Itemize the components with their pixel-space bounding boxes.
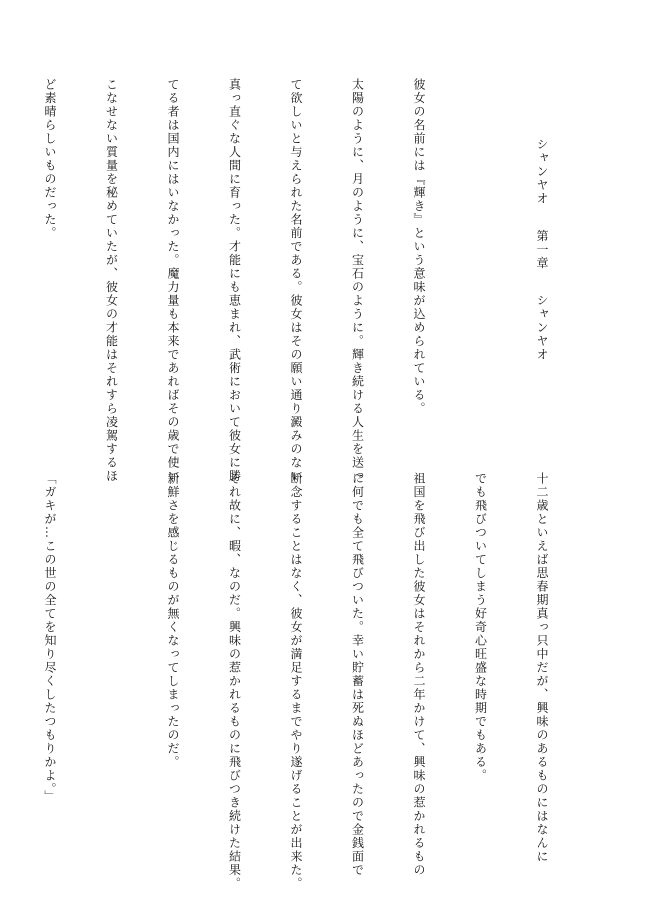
upper-text-block bbox=[43, 78, 593, 483]
chapter-title-left: シャンヤオ bbox=[535, 138, 549, 206]
text-line: こなせない質量を秘めていたが、彼女の才能はそれすら凌駕するほ bbox=[104, 78, 119, 483]
chapter-heading bbox=[532, 78, 553, 448]
text-line: 新鮮さを感じるものが無くなってしまったのだ。 bbox=[166, 472, 180, 769]
text-line bbox=[101, 472, 122, 847]
text-line: 真っ直ぐな人間に育った。才能にも恵まれ、武術において彼女に勝 bbox=[227, 78, 242, 483]
chapter-number: 第一章 bbox=[535, 229, 549, 270]
text-line: 十二歳といえば思春期真っ只中だが、興味のあるものにはなんに bbox=[535, 472, 549, 864]
text-line: 太陽のように、月のように、宝石のように。輝き続ける人生を送っ bbox=[350, 78, 365, 483]
text-line: に何でも全て飛びついた。幸い貯蓄は死ぬほどあったので金銭面で bbox=[350, 472, 365, 877]
text-line: 断念することはなく、彼女が満足するまでやり遂げることが出来た。 bbox=[289, 472, 303, 891]
chapter-title-right: シャンヤオ bbox=[535, 294, 549, 362]
text-line bbox=[470, 78, 491, 448]
text-line: て欲しいと与えられた名前である。彼女はその願い通り澱みのない bbox=[289, 78, 303, 483]
text-line: 彼女の名前には『輝き』という意味が込められている。 bbox=[412, 78, 426, 416]
text-line: でも飛びついてしまう好奇心旺盛な時期でもある。 bbox=[473, 472, 488, 783]
text-line: それ故に、暇、なのだ。興味の惹かれるものに飛びつき続けた結果。 bbox=[227, 472, 242, 891]
text-line: てる者は国内にはいなかった。魔力量も本来であればその歳で使い bbox=[166, 78, 180, 483]
lower-text-block bbox=[43, 472, 593, 891]
dialogue-line: 「ガキが…この世の全てを知り尽くしたつもりかよ。」 bbox=[43, 472, 57, 804]
text-line: 祖国を飛び出した彼女はそれから二年かけて、興味の惹かれるもの bbox=[412, 472, 426, 877]
text-line: ど素晴らしいものだった。 bbox=[43, 78, 57, 240]
